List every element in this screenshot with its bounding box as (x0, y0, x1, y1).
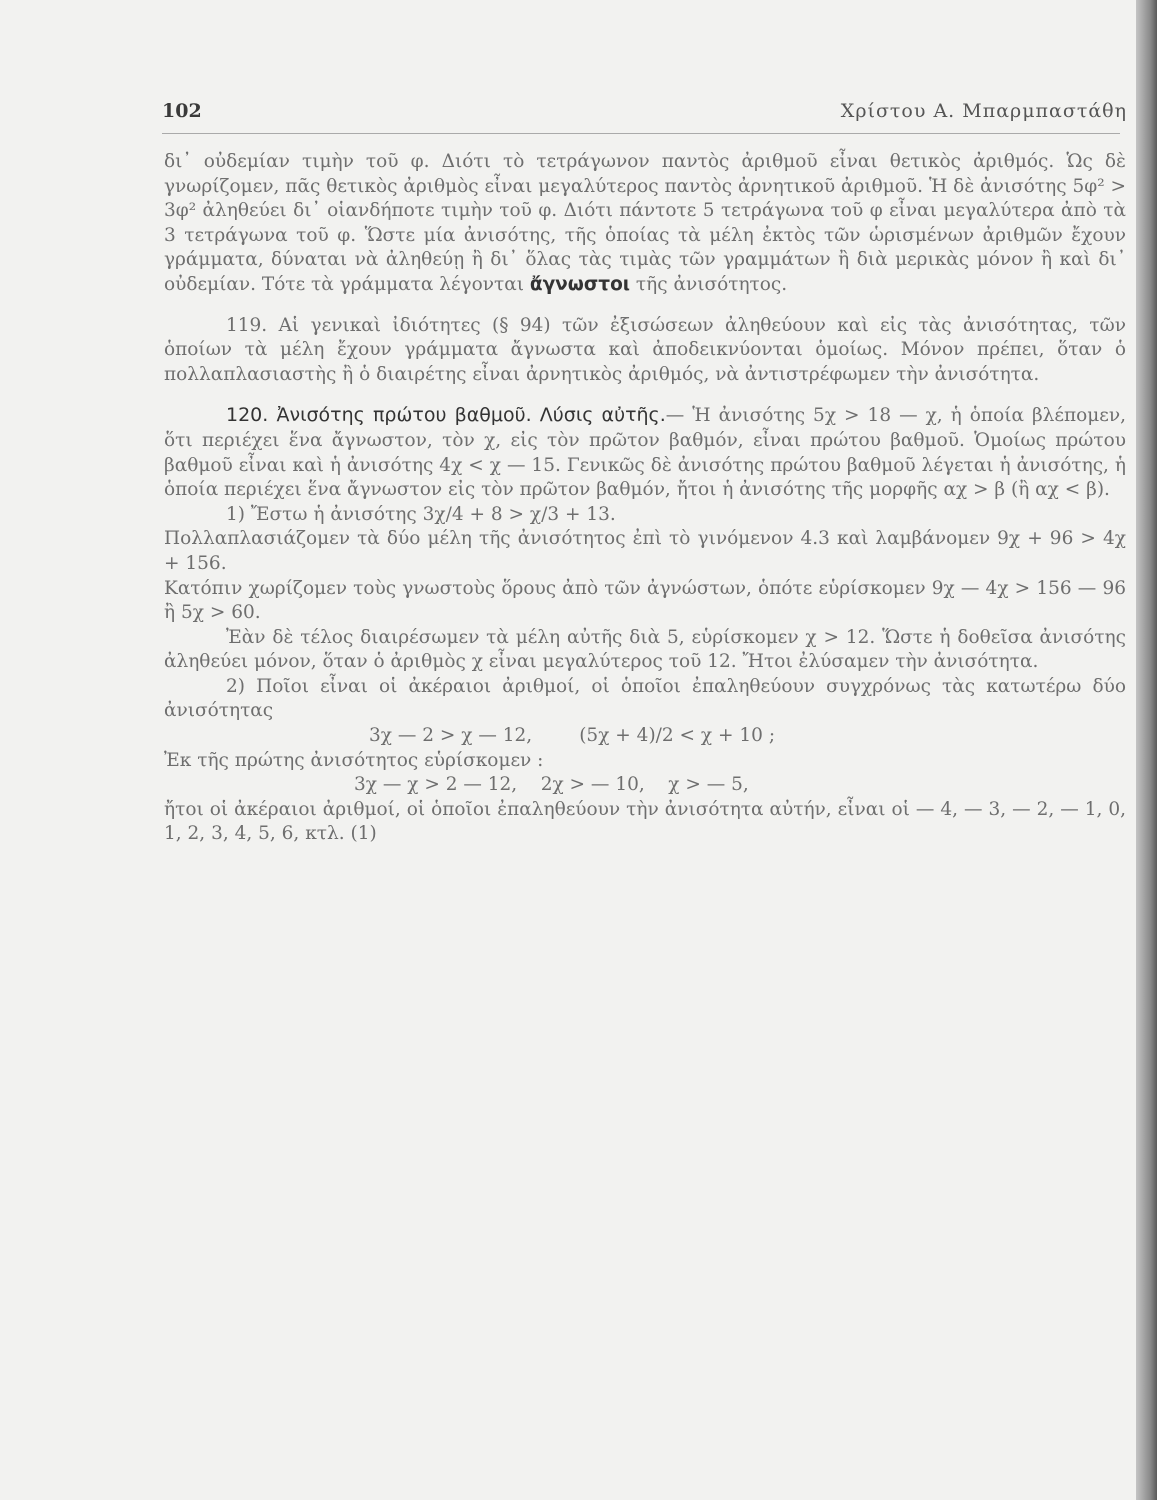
page-header (162, 100, 1127, 130)
example-1-statement: 1) Ἔστω ἡ ἀνισότης 3χ/4 + 8 > χ/3 + 13. (226, 503, 616, 525)
page-number: 102 (162, 100, 202, 122)
example-1-conclusion: Ἐὰν δὲ τέλος διαιρέσωμεν τὰ μέλη αὐτῆς διὰ 5, εὑρίσκομεν χ > 12. Ὥστε ἡ δοθεῖσα ἀνισότης ἀληθεύει μόνον, ὅταν ὁ ἀριθμὸς χ εἶναι μεγαλύτερος τοῦ 12. Ἤτοι ἐλύσαμεν τὴν ἀνισότητα. (164, 626, 1126, 673)
example-2-inequalities: 3χ — 2 > χ — 12, (5χ + 4)/2 < χ + 10 ; (369, 725, 776, 747)
example-1-step-1: Πολλαπλασιάζομεν τὰ δύο μέλη τῆς ἀνισότητος ἐπὶ τὸ γινόμενον 4.3 καὶ λαμβάνομεν 9χ + 96 > 4χ + 156. (164, 528, 1126, 574)
running-title: Χρίστου Α. Μπαρμπαστάθη (840, 100, 1127, 122)
spacer (164, 387, 1126, 403)
continuation-text: δι᾿ οὐδεμίαν τιμὴν τοῦ φ. Διότι τὸ τετράγωνον παντὸς ἀριθμοῦ εἶναι θετικὸς ἀριθμός. Ὡς δὲ γνωρίζομεν, πᾶς θετικὸς ἀριθμὸς εἶναι μεγαλύτερος παντὸς ἀρνητικοῦ ἀριθμοῦ. Ἡ δὲ ἀνισότης 5φ² > 3φ² ἀληθεύει δι᾿ οἱανδήποτε τιμὴν τοῦ φ. Διότι πάντοτε 5 τετράγωνα τοῦ φ εἶναι μεγαλύτερα ἀπὸ τὰ 3 τετράγωνα τοῦ φ. Ὥστε μία ἀνισότης, τῆς ὁποίας τὰ μέλη ἐκτὸς τῶν ὡρισμένων ἀριθμῶν ἔχουν γράμματα, δύναται νὰ ἀληθεύῃ ἢ δι᾿ ὅλας τὰς τιμὰς τῶν γραμμάτων ἢ διὰ μερικὰς μόνον ἢ καὶ δι᾿ οὐδεμίαν. Τότε τὰ γράμματα λέγονται (164, 151, 1126, 295)
term-agnostoi: ἄγνωστοι (529, 273, 630, 295)
page-edge-shadow (1136, 0, 1157, 1500)
paragraph-120 (164, 403, 1126, 502)
example-2-statement: 2) Ποῖοι εἶναι οἱ ἀκέραιοι ἀριθμοί, οἱ ὁποῖοι ἐπαληθεύουν συγχρόνως τὰς κατωτέρω δύο ἀνισότητας (164, 675, 1126, 722)
page-body (164, 150, 1126, 847)
example-2-result: ἤτοι οἱ ἀκέραιοι ἀριθμοί, οἱ ὁποῖοι ἐπαληθεύουν τὴν ἀνισότητα αὐτήν, εἶναι οἱ — 4, — 3, — 2, — 1, 0, 1, 2, 3, 4, 5, 6, κτλ. (1) (164, 798, 1126, 845)
paragraph-119: 119. Αἱ γενικαὶ ἰδιότητες (§ 94) τῶν ἐξισώσεων ἀληθεύουν καὶ εἰς τὰς ἀνισότητας, τῶν ὁποίων τὰ μέλη ἔχουν γράμματα ἄγνωστα καὶ ἀποδεικνύονται ὁμοίως. Μόνον πρέπει, ὅταν ὁ πολλαπλασιαστὴς ἢ ὁ διαιρέτης εἶναι ἀρνητικὸς ἀριθμός, νὰ ἀντιστρέφωμεν τὴν ἀνισότητα. (164, 314, 1126, 385)
paragraph-continuation (164, 150, 1126, 298)
spacer (164, 298, 1126, 314)
continuation-end: τῆς ἀνισότητος. (635, 273, 788, 295)
section-120-text: — Ἡ ἀνισότης 5χ > 18 — χ, ἡ ὁποία βλέπομεν, ὅτι περιέχει ἕνα ἄγνωστον, τὸν χ, εἰς τὸν πρῶτον βαθμόν, εἶναι πρώτου βαθμοῦ. Ὁμοίως πρώτου βαθμοῦ εἶναι καὶ ἡ ἀνισότης 4χ < χ — 15. Γενικῶς δὲ ἀνισότης πρώτου βαθμοῦ λέγεται ἡ ἀνισότης, ἡ ὁποία περιέχει ἕνα ἄγνωστον εἰς τὸν πρῶτον βαθμόν, ἤτοι ἡ ἀνισότης τῆς μορφῆς αχ > β (ἢ αχ < β). (164, 405, 1126, 501)
example-1-step-2: Κατόπιν χωρίζομεν τοὺς γνωστοὺς ὅρους ἀπὸ τῶν ἀγνώστων, ὁπότε εὑρίσκομεν 9χ — 4χ > 156 — 96 ἢ 5χ > 60. (164, 577, 1126, 624)
header-rule (162, 133, 1120, 134)
section-120-title: 120. Ἀνισότης πρώτου βαθμοῦ. Λύσις αὐτῆς. (226, 404, 666, 427)
example-2-solution: 3χ — χ > 2 — 12, 2χ > — 10, χ > — 5, (354, 774, 749, 796)
example-2-step: Ἐκ τῆς πρώτης ἀνισότητος εὑρίσκομεν : (164, 749, 544, 771)
